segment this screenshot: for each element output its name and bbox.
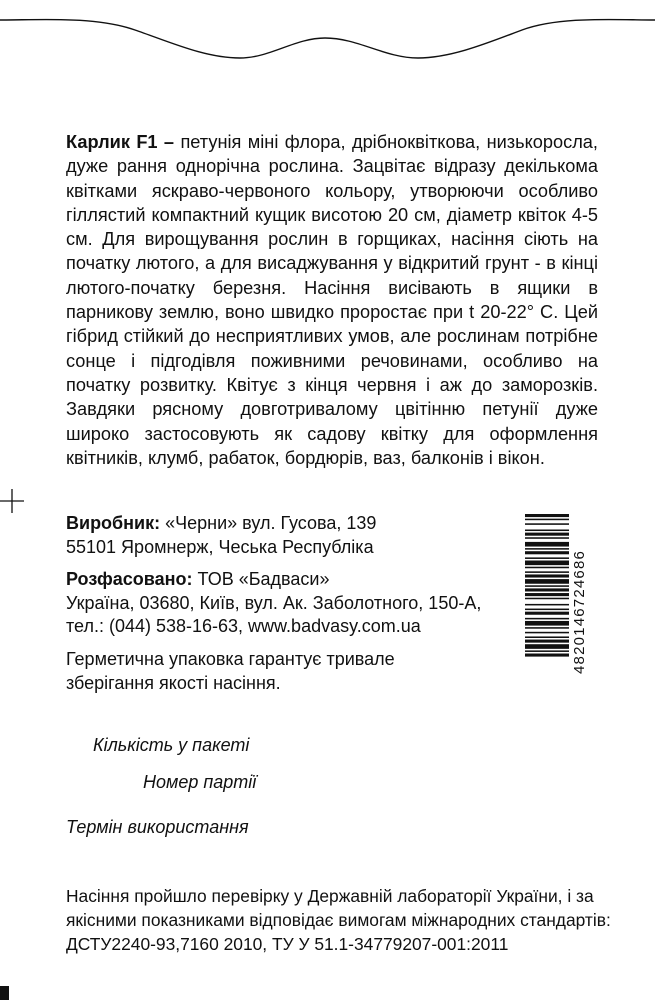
storage-line-1: Герметична упаковка гарантує тривале — [66, 649, 395, 669]
manufacturer-label: Виробник: — [66, 513, 161, 533]
barcode-bar — [525, 537, 569, 539]
packer-line-2: Україна, 03680, Київ, вул. Ак. Заболотного, 150-А, — [66, 592, 482, 613]
packer-info — [66, 568, 481, 639]
barcode-bar — [525, 612, 569, 615]
barcode-bar — [525, 533, 569, 536]
packer-line-1: ТОВ «Бадваси» — [197, 569, 330, 589]
barcode-digits: 4820146724686 — [571, 549, 588, 675]
barcode-bar — [525, 530, 569, 532]
barcode-bar — [525, 593, 569, 596]
barcode-bar — [525, 644, 569, 649]
crop-mark-icon — [0, 489, 24, 513]
barcode-bar — [525, 561, 569, 566]
certification-note — [66, 884, 611, 956]
barcode-bar — [525, 609, 569, 611]
description-text: петунія міні флора, дрібноквіткова, низькоросла, дуже рання однорічна рослина. Зацвітає відразу декількома квітками яскраво-червоного кольору, утворюючи особливо гіллястий компактний кущик висотою 20 см, діаметр квіток 4-5 см. Для вирощування рослин в горщиках, насіння сіють на початку лютого, а для висаджування у відкритий грунт - в кінці лютого-початку березня. Насіння висівають в ящики в парникову землю, воно швидко проростає при t 20-22° C. Цей гібрид стійкий до несприятливих умов, але рослинам потрібне сонце і підгодівля поживними речовинами, особливо на початку розвитку. Квітує з кінця червня і аж до заморозків. Завдяки рясному довготривалому цвітінню петунії дуже широко застосовують як садову квітку для оформлення квітників, клумб, рабаток, бордюрів, ваз, балконів і вікон. — [66, 132, 598, 468]
barcode-bar — [525, 621, 569, 626]
product-description — [66, 130, 598, 470]
product-name: Карлик F1 – — [66, 132, 175, 152]
barcode-bar — [525, 588, 569, 591]
manufacturer-info — [66, 512, 376, 559]
barcode-bar — [525, 598, 569, 600]
barcode-bar — [525, 574, 569, 577]
barcode-bar — [525, 627, 569, 629]
barcode-bar — [525, 650, 569, 652]
barcode-bar — [525, 571, 569, 573]
barcode-bar — [525, 640, 569, 643]
packet-flap-outline — [0, 0, 655, 100]
certification-line-2: якісними показниками відповідає вимогам міжнародних стандартів: — [66, 910, 611, 930]
certification-line-3: ДСТУ2240-93,7160 2010, ТУ У 51.1-34779207-001:2011 — [66, 934, 509, 954]
manufacturer-line-1: «Черни» вул. Гусова, 139 — [165, 513, 377, 533]
barcode-bar — [525, 519, 569, 521]
packer-line-3: тел.: (044) 538-16-63, www.badvasy.com.ua — [66, 616, 421, 636]
packer-label: Розфасовано: — [66, 569, 193, 589]
barcode-bar — [525, 636, 569, 638]
barcode-bars — [525, 512, 569, 712]
barcode-bar — [525, 579, 569, 584]
barcode-bar — [525, 585, 569, 587]
barcode-bar — [525, 557, 569, 559]
certification-line-1: Насіння пройшло перевірку у Державній лабораторії України, і за — [66, 886, 594, 906]
barcode — [525, 512, 589, 712]
barcode-bar — [525, 618, 569, 620]
barcode-bar — [525, 604, 569, 606]
barcode-bar — [525, 567, 569, 569]
barcode-bar — [525, 523, 569, 525]
barcode-bar — [525, 548, 569, 550]
expiry-label: Термін використання — [66, 817, 249, 837]
barcode-bar — [525, 632, 569, 634]
barcode-bar — [525, 542, 569, 547]
barcode-bar — [525, 514, 569, 517]
storage-line-2: зберігання якості насіння. — [66, 672, 281, 693]
storage-note — [66, 648, 395, 695]
corner-registration-mark — [0, 986, 9, 1000]
batch-number-label: Номер партії — [143, 772, 257, 792]
manufacturer-line-2: 55101 Яромнерж, Чеська Республіка — [66, 536, 374, 557]
quantity-field-label: Кількість у пакеті — [93, 735, 250, 755]
barcode-bar — [525, 654, 569, 657]
barcode-bar — [525, 551, 569, 554]
